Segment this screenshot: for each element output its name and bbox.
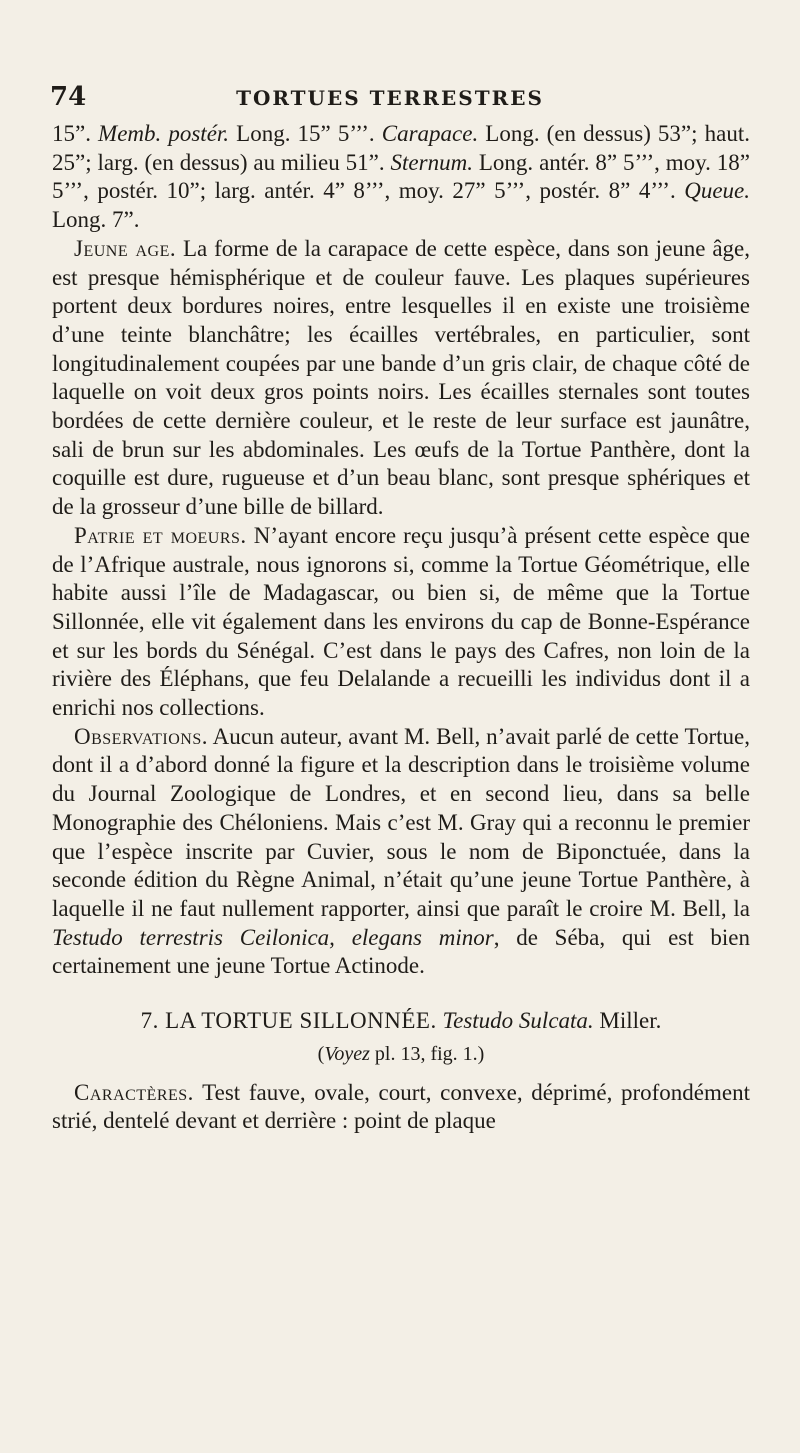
plate-paren: ( — [317, 1042, 325, 1065]
measure-text: Long. antér. 8” 5’’’, moy. 18” 5’’’, postér. 10”; larg. antér. 4” 8’’’, moy. 27” 5’’’, postér. 8” 4’’’. — [52, 149, 751, 204]
measure-label-sternum: Sternum. — [390, 149, 473, 175]
measurements-paragraph — [52, 120, 750, 235]
measure-text: Long. (en dessus) 53”; haut. 25”; larg. (en dessus) au milieu 51”. — [52, 121, 750, 175]
observations-text-end: , de Séba, qui est bien certainement une jeune Tortue Actinode. — [52, 924, 750, 979]
measure-text: 15”. — [52, 121, 99, 146]
jeune-age-label: Jeune age. — [74, 235, 177, 261]
plate-figure: pl. 13, fig. 1.) — [369, 1042, 485, 1065]
jeune-age-text: La forme de la carapace de cette espèce, dans son jeune âge, est presque hémisphérique et de couleur fauve. Les plaques supérieures portent deux bordures noires, entre lesquelles il en existe une troisième d’une teinte blanchâtre; les écailles vertébrales, en particulier, sont longitudinalement coupées par une bande d’un gris clair, de chaque côté de laquelle on voit deux gros points noirs. Les écailles sternales sont toutes bordées de cette dernière couleur, et le reste de leur surface est jaunâtre, sali de brun sur les abdominales. Les œufs de la Tortue Panthère, dont la coquille est dure, rugueuse et d’un beau blanc, sont presque sphériques et de la grosseur d’une bille de billard. — [52, 235, 751, 520]
section-latin-name: Testudo Sulcata. — [442, 1008, 594, 1034]
jeune-age-paragraph — [52, 235, 750, 522]
caracteres-text: Test fauve, ovale, court, convexe, déprimé, profondément strié, dentelé devant et derrière : point de plaque — [52, 1079, 750, 1134]
observations-label: Observations. — [74, 723, 208, 749]
measure-text: Long. 7”. — [52, 207, 140, 233]
observations-paragraph — [52, 723, 750, 981]
running-title: TORTUES TERRESTRES — [236, 86, 544, 110]
caracteres-label: Caractères. — [74, 1079, 194, 1105]
section-title: 7. LA TORTUE SILLONNÉE. — [140, 1008, 437, 1034]
measure-label-queue: Queue. — [684, 178, 750, 204]
measure-label-carapace: Carapace. — [381, 121, 479, 146]
plate-reference — [52, 1040, 750, 1069]
body-text — [52, 120, 750, 1136]
patrie-text: N’ayant encore reçu jusqu’à présent cette espèce que de l’Afrique australe, nous ignorons si, comme la Tortue Géométrique, elle habite aussi l’île de Madagascar, ou bien si, de même que la Tortue Sillonnée, elle vit également dans les environs du cap de Bonne-Espérance et sur les bords du Sénégal. C’est dans le pays des Cafres, non loin de la rivière des Éléphans, que feu Delalande a recueilli les individus dont il a enrichi nos collections. — [52, 522, 750, 721]
plate-voyez: Voyez — [324, 1042, 370, 1065]
observations-text: Aucun auteur, avant M. Bell, n’avait parlé de cette Tortue, dont il a d’abord donné la figure et la description dans le troisième volume du Journal Zoologique de Londres, et en second lieu, dans sa belle Monographie des Chéloniens. Mais c’est M. Gray qui a reconnu le premier que l’espèce inscrite par Cuvier, sous le nom de Biponctuée, dans la seconde édition du Règne Animal, n’était qu’une jeune Tortue Panthère, à laquelle il ne faut nullement rapporter, ainsi que paraît le croire M. Bell, la — [52, 723, 750, 921]
page-number: 74 — [50, 82, 87, 112]
observations-latin: Testudo terrestris Ceilonica, elegans minor — [52, 924, 494, 950]
patrie-paragraph — [52, 522, 750, 723]
measure-label-memb: Memb. postér. — [98, 121, 230, 146]
measure-text: Long. 15” 5’’’. — [229, 121, 382, 146]
section-heading — [52, 1007, 750, 1036]
running-head — [50, 82, 730, 112]
patrie-label: Patrie et moeurs. — [74, 522, 247, 548]
caracteres-paragraph — [52, 1079, 750, 1136]
section-author: Miller. — [599, 1008, 662, 1034]
